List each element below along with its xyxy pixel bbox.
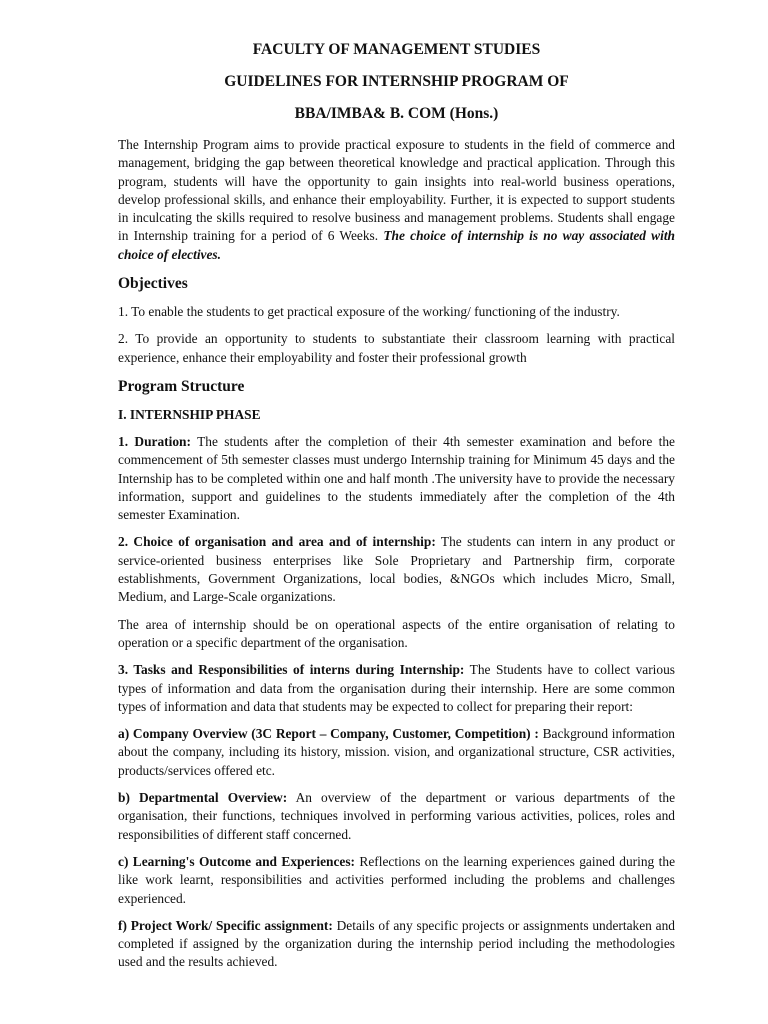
learning-outcome-label: c) Learning's Outcome and Experiences:: [118, 853, 356, 869]
duration-label: 1. Duration:: [118, 433, 191, 449]
intro-paragraph: [118, 136, 675, 264]
project-work-label: f) Project Work/ Specific assignment:: [118, 917, 333, 933]
learning-outcome-paragraph: [118, 853, 675, 908]
tasks-label: 3. Tasks and Responsibilities of interns during Internship:: [118, 662, 465, 678]
faculty-title: FACULTY OF MANAGEMENT STUDIES: [252, 41, 541, 58]
duration-text: The students after the completion of their 4th semester examination and before the commencement of 5th semester classes must undergo Internship training for Minimum 45 days and the Internship has to be completed within one and half month .The university have to provide the necessary information, support and guidelines to the students immediately after the completion of the 4th semester Examination.: [118, 433, 675, 523]
choice-text: The students can intern in any product or service-oriented business enterprises like Sole Proprietary and Partnership firm, corporate establishments, Government Organizations, local bodies, &NGOs which includes Micro, Small, Medium, and Large-Scale organizations.: [118, 534, 675, 605]
duration-paragraph: [118, 433, 675, 524]
departmental-overview-paragraph: [118, 789, 675, 844]
company-overview-text: Background information about the company, including its history, mission. vision, and organizational structure, CSR activities, products/services offered etc.: [118, 726, 675, 778]
guidelines-title: GUIDELINES FOR INTERNSHIP PROGRAM OF: [224, 73, 569, 90]
departmental-overview-text: An overview of the department or various departments of the organisation, their functions, techniques involved in performing various activities, polices, roles and responsibilities of different staff concerned.: [118, 790, 676, 842]
learning-outcome-text: Reflections on the learning experiences gained during the like work learnt, responsibilities and activities performed including the problems and challenges experienced.: [118, 853, 676, 906]
company-overview-label: a) Company Overview (3C Report – Company, Customer, Competition) :: [118, 726, 539, 742]
objective-item-2: 2. To provide an opportunity to students to substantiate their classroom learning with practical experience, enhance their employability and foster their professional growth: [118, 331, 675, 365]
project-work-text: Details of any specific projects or assignments undertaken and completed if assigned by the organization during the internship period including the methodologies used and the results achieved.: [118, 917, 675, 970]
document-page: [118, 40, 675, 981]
project-work-paragraph: [118, 917, 675, 972]
company-overview-paragraph: [118, 725, 675, 780]
program-title: BBA/IMBA& B. COM (Hons.): [294, 105, 499, 122]
intro-emphasis: The choice of internship is no way associated with choice of electives.: [118, 228, 675, 262]
objective-item-1: 1. To enable the students to get practical exposure of the working/ functioning of the industry.: [118, 304, 620, 320]
intro-text: The Internship Program aims to provide practical exposure to students in the field of commerce and management, bridging the gap between theoretical knowledge and practical application. Through this program, students will have the opportunity to gain insights into real-world business operations, develop professional skills, and enhance their employability. Further, it is expected to support students in inculcating the skills required to resolve business and management problems. Students shall engage in Internship training for a period of 6 Weeks.: [118, 137, 675, 244]
departmental-overview-label: b) Departmental Overview:: [118, 790, 288, 806]
program-structure-heading: Program Structure: [118, 377, 245, 395]
choice-label: 2. Choice of organisation and area and of internship:: [118, 534, 436, 550]
area-paragraph: The area of internship should be on operational aspects of the entire organisation of relating to operation or a specific department of the organisation.: [118, 616, 675, 650]
objectives-heading: Objectives: [118, 275, 188, 293]
internship-phase-heading: I. INTERNSHIP PHASE: [118, 406, 261, 422]
choice-paragraph: [118, 533, 675, 606]
tasks-text: The Students have to collect various types of information and data from the organisation during their internship. Here are some common types of information and data that students may be expected to collect for preparing their report:: [118, 662, 675, 714]
tasks-paragraph: [118, 661, 675, 716]
